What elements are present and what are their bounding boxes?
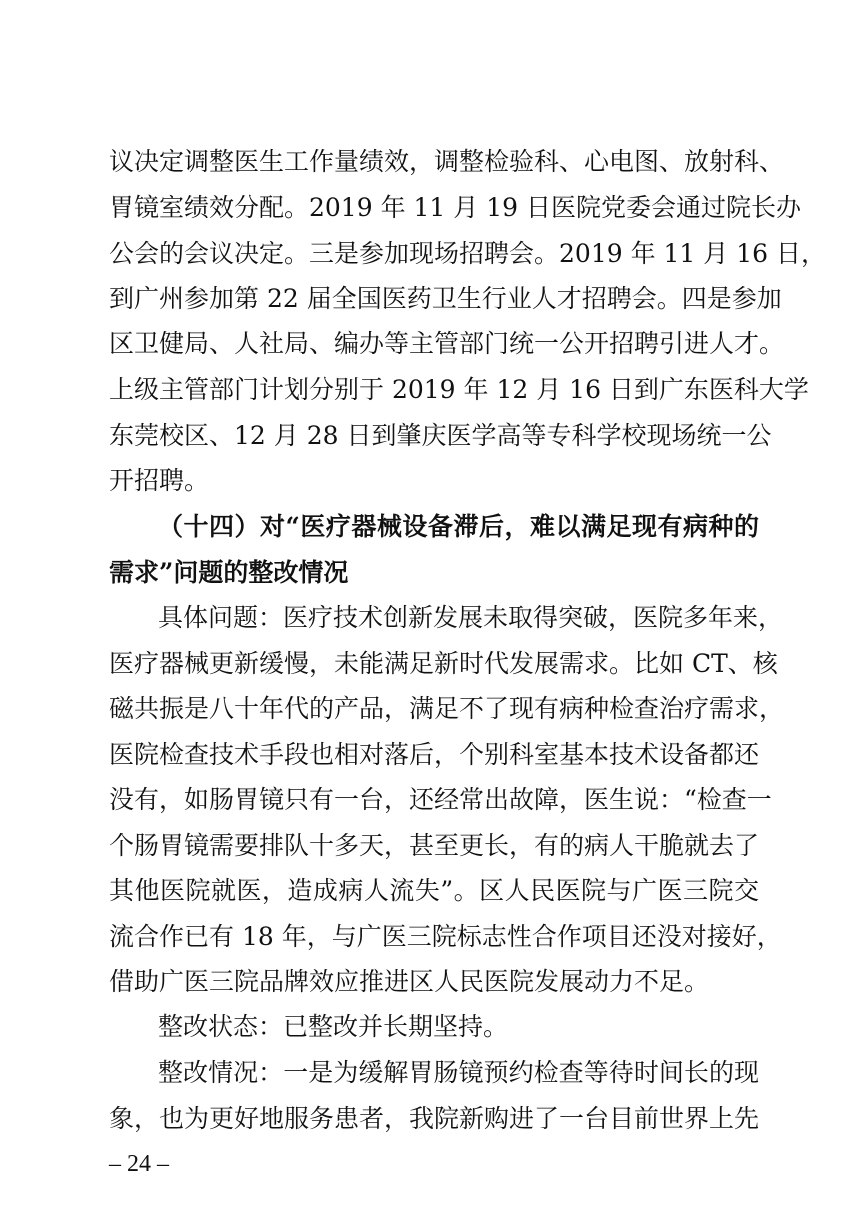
text-line: 议决定调整医生工作量绩效，调整检验科、心电图、放射科、: [109, 147, 785, 176]
text-line: 到广州参加第 22 届全国医药卫生行业人才招聘会。四是参加: [109, 284, 782, 313]
section-heading: （十四）对“医疗器械设备滞后，难以满足现有病种的: [158, 512, 759, 541]
text-line: 东莞校区、12 月 28 日到肇庆医学高等专科学校现场统一公: [109, 421, 772, 450]
text-line: 没有，如肠胃镜只有一台，还经常出故障，医生说：“检查一: [109, 785, 772, 814]
section-heading: 需求”问题的整改情况: [109, 558, 349, 587]
text-line: 其他医院就医，造成病人流失”。区人民医院与广医三院交: [109, 876, 759, 905]
text-line: 个肠胃镜需要排队十多天，甚至更长，有的病人干脆就去了: [109, 831, 760, 860]
text-line: 磁共振是八十年代的产品，满足不了现有病种检查治疗需求，: [109, 694, 785, 723]
text-line: 流合作已有 18 年，与广医三院标志性合作项目还没对接好，: [109, 922, 782, 951]
text-line: 借助广医三院品牌效应推进区人民医院发展动力不足。: [109, 967, 710, 996]
text-line: 医院检查技术手段也相对落后，个别科室基本技术设备都还: [109, 740, 760, 769]
text-line: 开招聘。: [109, 466, 210, 495]
text-line: 区卫健局、人社局、编办等主管部门统一公开招聘引进人才。: [109, 329, 785, 358]
page-number: – 24 –: [109, 1151, 169, 1177]
text-line: 具体问题：医疗技术创新发展未取得突破，医院多年来，: [158, 603, 784, 632]
text-line: 象，也为更好地服务患者，我院新购进了一台目前世界上先: [109, 1104, 760, 1133]
text-line: 整改情况：一是为缓解胃肠镜预约检查等待时间长的现: [158, 1058, 759, 1087]
text-line: 整改状态：已整改并长期坚持。: [158, 1012, 509, 1041]
text-line: 胃镜室绩效分配。2019 年 11 月 19 日医院党委会通过院长办: [109, 193, 801, 222]
text-line: 上级主管部门计划分别于 2019 年 12 月 16 日到广东医科大学: [109, 375, 809, 404]
text-line: 公会的会议决定。三是参加现场招聘会。2019 年 11 月 16 日，: [109, 239, 826, 268]
text-line: 医疗器械更新缓慢，未能满足新时代发展需求。比如 CT、核: [109, 649, 778, 678]
